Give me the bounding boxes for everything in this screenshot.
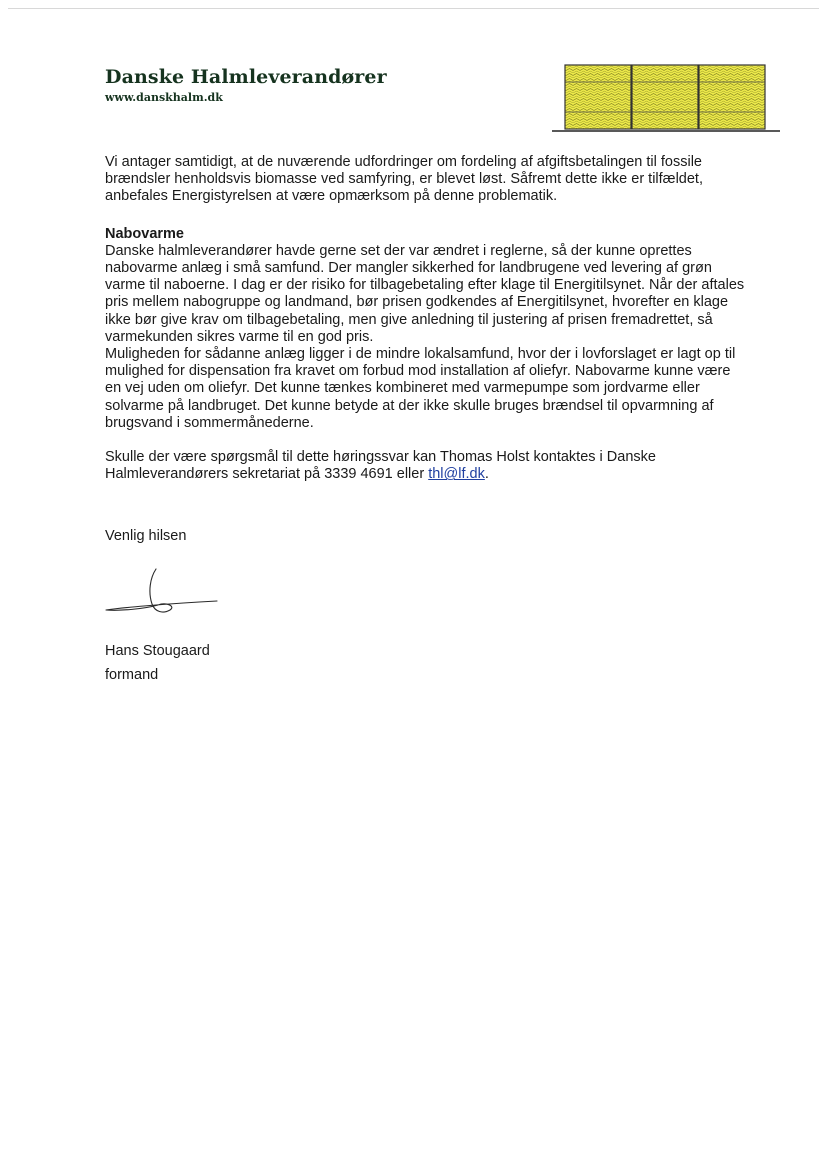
signer-name: Hans Stougaard (105, 643, 210, 659)
letter-body (105, 154, 745, 483)
contact-email-link[interactable]: thl@lf.dk (428, 466, 485, 483)
contact-paragraph (105, 449, 745, 483)
bale-2 (632, 65, 698, 129)
org-name: Danske Halmleverandører (105, 66, 387, 88)
top-divider (8, 8, 819, 9)
signature-icon (100, 564, 225, 620)
intro-paragraph: Vi antager samtidigt, at de nuværende udfordringer om fordeling af afgiftsbetalingen til fossile brændsler henholdsvis biomasse ved samfyring, er blevet løst. Såfremt dette ikke er tilfældet, anbefales Energistyrelsen at være opmærksom på denne problematik. (105, 154, 703, 205)
section-paragraph-2: Muligheden for sådanne anlæg ligger i de mindre lokalsamfund, hvor der i lovforslaget er lagt op til mulighed for dispensation fra kravet om forbud mod installation af oliefyr. Nabovarme kunne være en vej uden om oliefyr. Det kunne tænkes kombineret med varmepumpe som jordvarme eller solvarme på landbruget. Det kunne betyde at der ikke skulle bruges brændsel til opvarmning af brugsvand i sommermånederne. (105, 346, 736, 431)
section-heading: Nabovarme (105, 225, 184, 242)
closing-greeting: Venlig hilsen (105, 528, 187, 544)
contact-text: Skulle der være spørgsmål til dette høringssvar kan Thomas Holst kontaktes i Danske Halmleverandørers sekretariat på 3339 4691 eller (105, 449, 656, 483)
contact-end: . (484, 466, 489, 483)
org-website: www.danskhalm.dk (105, 91, 223, 104)
section-paragraph-1: Danske halmleverandører havde gerne set der var ændret i reglerne, så der kunne oprettes nabovarme anlæg i små samfund. Der mangler sikkerhed for landbrugene ved levering af grøn varme til naboerne. I dag er der risiko for tilbagebetaling efter klage til Energitilsynet. Når der aftales pris mellem nabogruppe og landmand, bør prisen godkendes af Energitilsynet, hvorefter en klage ikke bør give krav om tilbagebetaling, men give anledning til justering af prisen fremadrettet, så varmekunden sikres varme til en god pris. (105, 242, 745, 345)
straw-bales-icon (552, 58, 780, 136)
bale-3 (699, 65, 765, 129)
signer-title: formand (105, 667, 159, 683)
bale-1 (565, 65, 631, 129)
